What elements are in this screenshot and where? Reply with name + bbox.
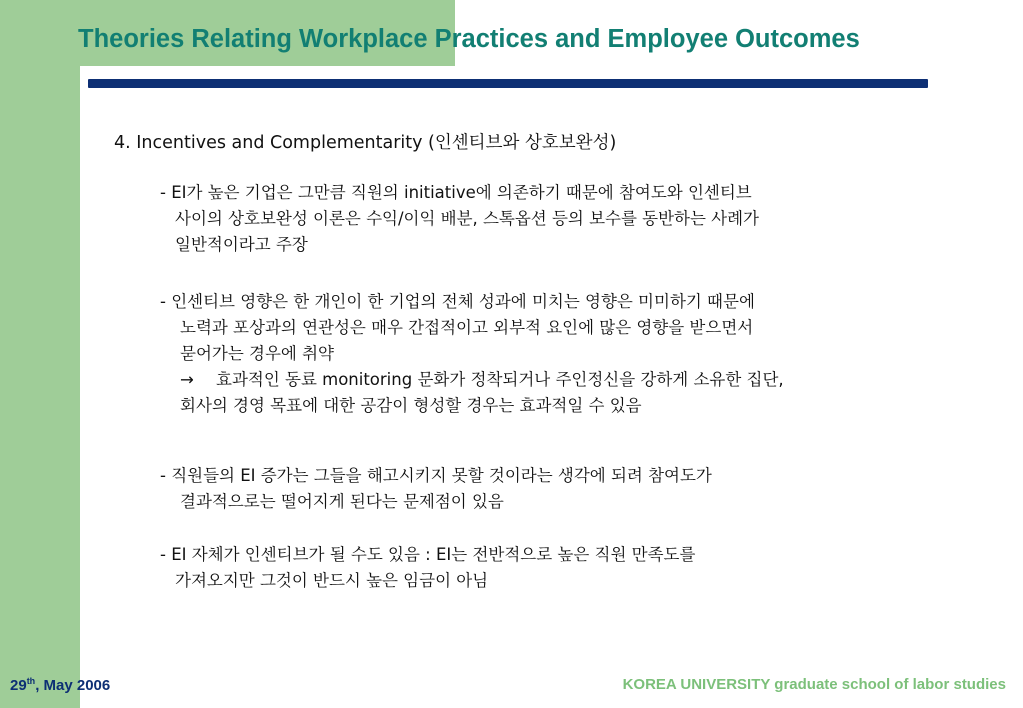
slide-title: Theories Relating Workplace Practices and Employee Outcomes (78, 25, 860, 53)
footer-organization: KOREA UNIVERSITY graduate school of labor studies (622, 676, 1006, 693)
point-2 (160, 289, 784, 419)
point-3 (160, 463, 712, 515)
arrow-icon: → (180, 370, 194, 389)
point-1 (160, 180, 759, 258)
footer-date: 29th, May 2006 (10, 676, 111, 694)
point-2-arrow-line-2: 회사의 경영 목표에 대한 공감이 형성할 경우는 효과적일 수 있음 (180, 396, 642, 415)
section-heading: 4. Incentives and Complementarity (인센티브와 상호보완성) (114, 133, 617, 153)
point-2-arrow-line-1: 효과적인 동료 monitoring 문화가 정착되거나 주인정신을 강하게 소유한 집단, (216, 370, 784, 389)
point-2-line-1: - 인센티브 영향은 한 개인이 한 기업의 전체 성과에 미치는 영향은 미미하기 때문에 (160, 292, 755, 311)
point-1-line-1: - EI가 높은 기업은 그만큼 직원의 initiative에 의존하기 때문에 참여도와 인센티브 (160, 183, 752, 202)
point-4-line-1: - EI 자체가 인센티브가 될 수도 있음 : EI는 전반적으로 높은 직원 만족도를 (160, 545, 696, 564)
point-3-line-1: - 직원들의 EI 증가는 그들을 해고시키지 못할 것이라는 생각에 되려 참여도가 (160, 466, 712, 485)
point-2-line-2: 노력과 포상과의 연관성은 매우 간접적이고 외부적 요인에 많은 영향을 받으면서 (180, 318, 754, 337)
point-1-line-2: 사이의 상호보완성 이론은 수익/이익 배분, 스톡옵션 등의 보수를 동반하는 사례가 (175, 209, 759, 228)
point-3-line-2: 결과적으로는 떨어지게 된다는 문제점이 있음 (180, 492, 504, 511)
point-4 (160, 542, 695, 594)
point-2-line-3: 묻어가는 경우에 취약 (180, 344, 334, 363)
point-1-line-3: 일반적이라고 주장 (175, 235, 308, 254)
point-4-line-2: 가져오지만 그것이 반드시 높은 임금이 아님 (175, 571, 489, 590)
